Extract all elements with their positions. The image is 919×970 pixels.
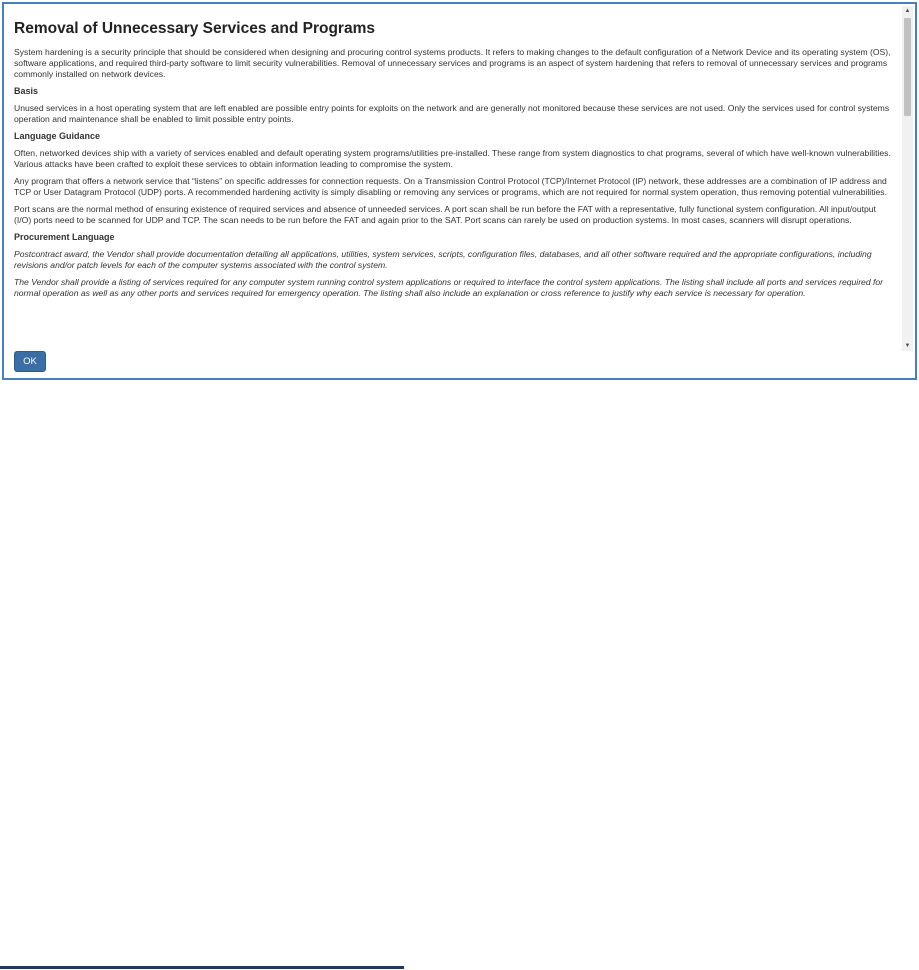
intro-paragraph: System hardening is a security principle that should be considered when designing and procuring control systems products. It refers to making changes to the default configuration of a Network Device and its operating system (OS), software applications, and required third-party software to limit security vulnerabilities. Removal of unnecessary services and programs is an aspect of system hardening that refers to removal of unnecessary services and programs commonly installed on network devices. — [14, 47, 891, 79]
procurement-paragraph-2: The Vendor shall provide a listing of services required for any computer system running control system applications or required to interface the control system applications. The listing shall include all ports and services required for normal operation as well as any other ports and services required for emergency operation. The listing shall also include an explanation or cross reference to justify why each service is necessary for operation. — [14, 277, 884, 298]
guidance-paragraph-3: Port scans are the normal method of ensuring existence of required services and absence of unneeded services. A port scan shall be run before the FAT with a representative, fully functional system configuration. All input/output (I/O) ports need to be scanned for UDP and TCP. The scan needs to be run before the FAT and again prior to the SAT. Port scans can rarely be used on production systems. In most cases, scanners will disrupt operations. — [14, 204, 876, 225]
dialog-title: Removal of Unnecessary Services and Programs — [14, 20, 375, 37]
dialog-content[interactable] — [14, 20, 894, 346]
scrollbar-thumb[interactable] — [904, 18, 911, 116]
language-guidance-heading: Language Guidance — [14, 131, 101, 141]
guidance-paragraph-1: Often, networked devices ship with a variety of services enabled and default operating system programs/utilities pre-installed. These range from system diagnostics to chat programs, several of which have well-known vulnerabilities. Various attacks have been crafted to exploit these services to obtain information leading to compromise the system. — [14, 148, 891, 169]
basis-paragraph: Unused services in a host operating system that are left enabled are possible entry points for exploits on the network and are generally not monitored because these services are not used. Only the services used for control systems operation and maintenance shall be enabled to limit possible entry points. — [14, 103, 890, 124]
procurement-paragraph-1: Postcontract award, the Vendor shall provide documentation detailing all applications, utilities, system services, scripts, configuration files, databases, and all other software required and the appropriate configurations, including revisions and/or patch levels for each of the computer systems associated with the control system. — [14, 249, 872, 270]
scroll-up-icon[interactable]: ▲ — [904, 8, 911, 14]
footer-divider — [0, 966, 404, 969]
guidance-paragraph-2: Any program that offers a network service that “listens” on specific addresses for connection requests. On a Transmission Control Protocol (TCP)/Internet Protocol (IP) network, these addresses are a combination of IP address and TCP or User Datagram Protocol (UDP) ports. A recommended hardening activity is simply disabling or removing any services or programs, which are not required for normal system operation, thus removing potential vulnerabilities. — [14, 176, 887, 197]
procurement-language-heading: Procurement Language — [14, 232, 115, 242]
info-dialog — [2, 2, 917, 380]
vertical-scrollbar[interactable] — [902, 6, 913, 351]
scroll-down-icon[interactable]: ▼ — [904, 343, 911, 349]
ok-button[interactable]: OK — [14, 351, 46, 372]
basis-heading: Basis — [14, 86, 39, 96]
